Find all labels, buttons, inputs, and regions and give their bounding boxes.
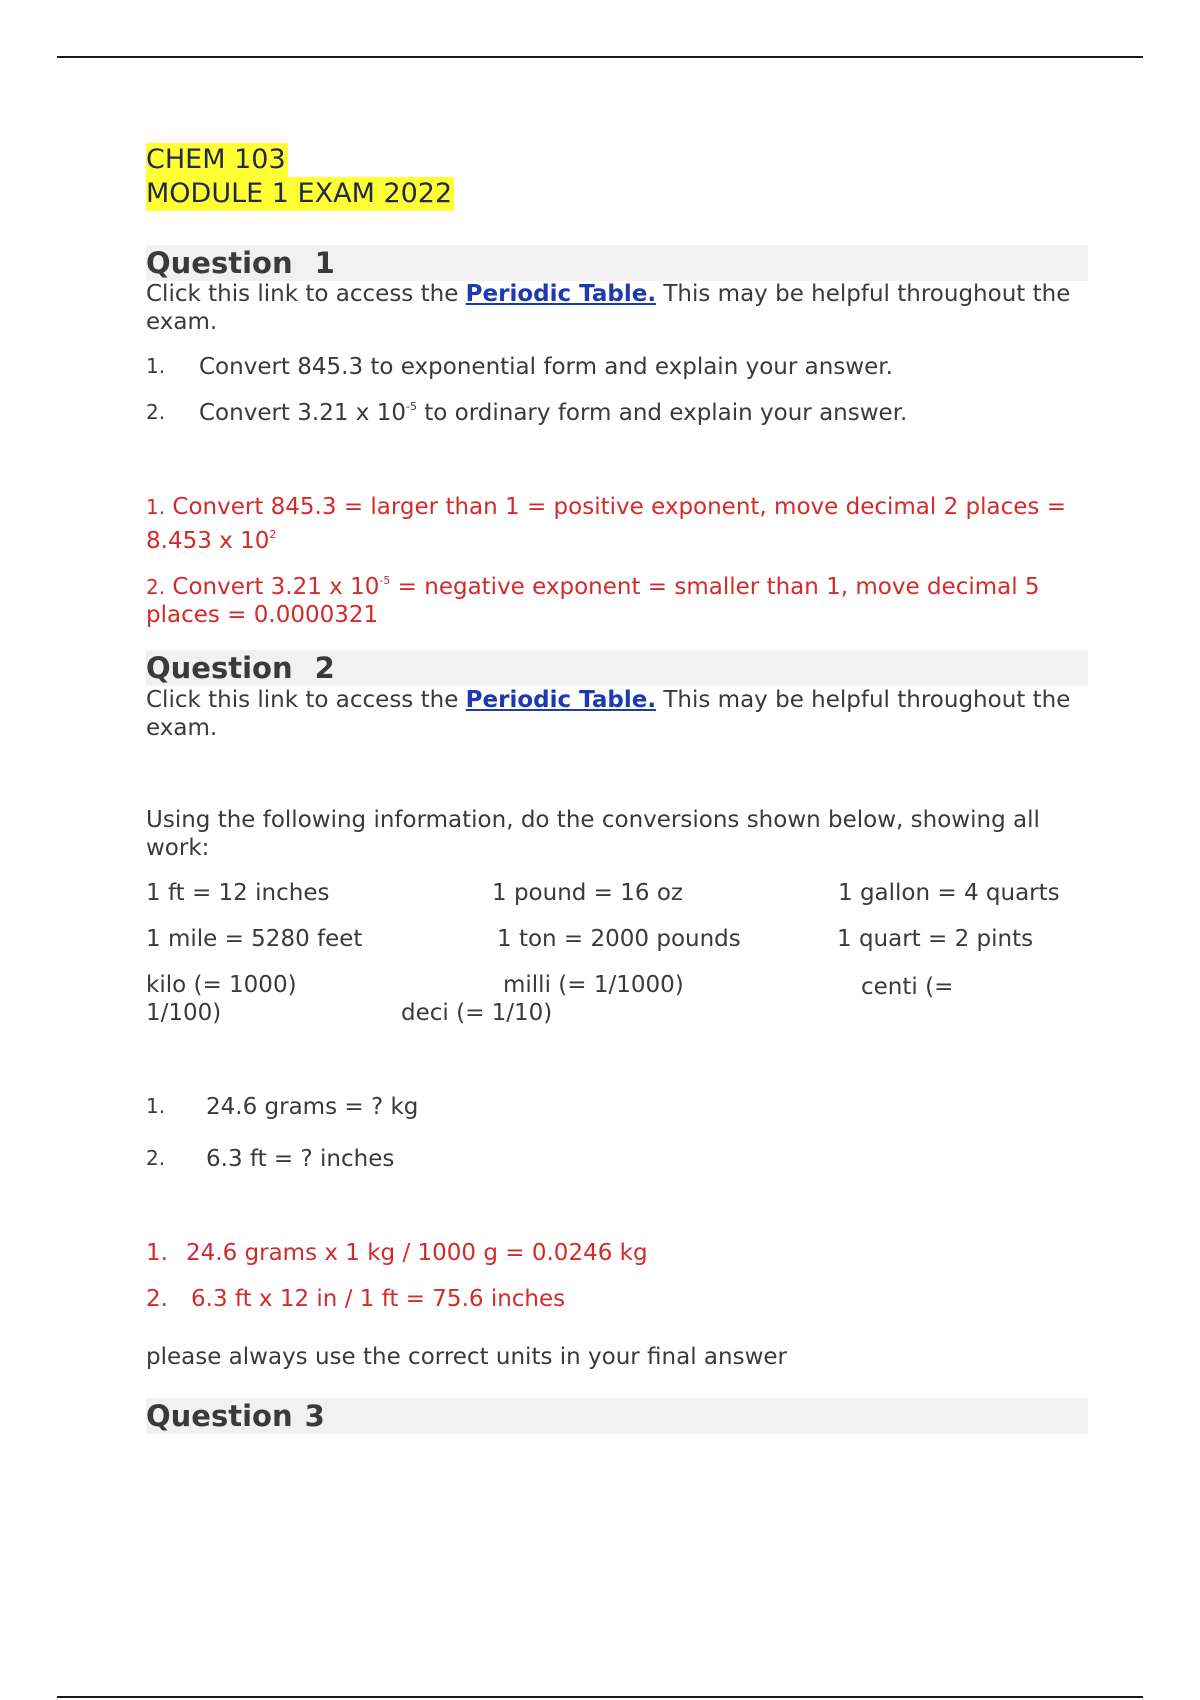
question-label: Question xyxy=(146,246,293,280)
question-label: Question xyxy=(146,651,293,685)
exam-title: MODULE 1 EXAM 2022 xyxy=(146,178,453,209)
answer-1: 1. Convert 845.3 = larger than 1 = positive exponent, move decimal 2 places = 8.453 x $10^2$ xyxy=(146,494,1066,554)
conversion-ton: 1 ton = 2000 pounds xyxy=(497,926,741,952)
periodic-table-link[interactable]: Periodic Table. xyxy=(465,687,657,713)
prefix-milli: milli (= 1/1000) xyxy=(503,972,684,998)
question-1-heading xyxy=(146,245,1088,281)
question-3-heading xyxy=(146,1398,1088,1434)
conversion-mile: 1 mile = 5280 feet xyxy=(146,926,363,952)
question-2-heading xyxy=(146,650,1088,686)
prefix-kilo: kilo (= 1000) xyxy=(146,972,297,998)
prefix-deci: deci (= 1/10) xyxy=(401,1000,553,1026)
periodic-table-link[interactable]: Periodic Table. xyxy=(465,281,657,307)
bottom-rule xyxy=(57,1696,1143,1698)
conversion-pound: 1 pound = 16 oz xyxy=(492,880,683,906)
question-2-instructions: Using the following information, do the conversions shown below, showing all work: xyxy=(146,807,1040,861)
question-number: 2 xyxy=(314,651,335,685)
answer-2: 2. Convert 3.21 x $10^{-5}$ = negative exponent = smaller than 1, move decimal 5 places = 0.0000321 xyxy=(146,574,1040,628)
question-number: 1 xyxy=(314,246,335,280)
top-rule xyxy=(57,56,1143,58)
conversion-gallon: 1 gallon = 4 quarts xyxy=(838,880,1060,906)
prefix-centi-value: 1/100) xyxy=(146,1000,222,1026)
conversion-quart: 1 quart = 2 pints xyxy=(837,926,1034,952)
conversion-ft: 1 ft = 12 inches xyxy=(146,880,330,906)
question-1-intro: Click this link to access the Periodic Table. This may be helpful throughout the exam. xyxy=(146,281,1071,335)
units-note: please always use the correct units in your final answer xyxy=(146,1344,787,1370)
question-label: Question xyxy=(146,1399,293,1433)
question-2-intro: Click this link to access the Periodic Table. This may be helpful throughout the exam. xyxy=(146,687,1071,741)
question-number: 3 xyxy=(304,1399,325,1433)
course-title: CHEM 103 xyxy=(146,144,286,175)
prefix-centi: centi (= xyxy=(861,974,954,1000)
